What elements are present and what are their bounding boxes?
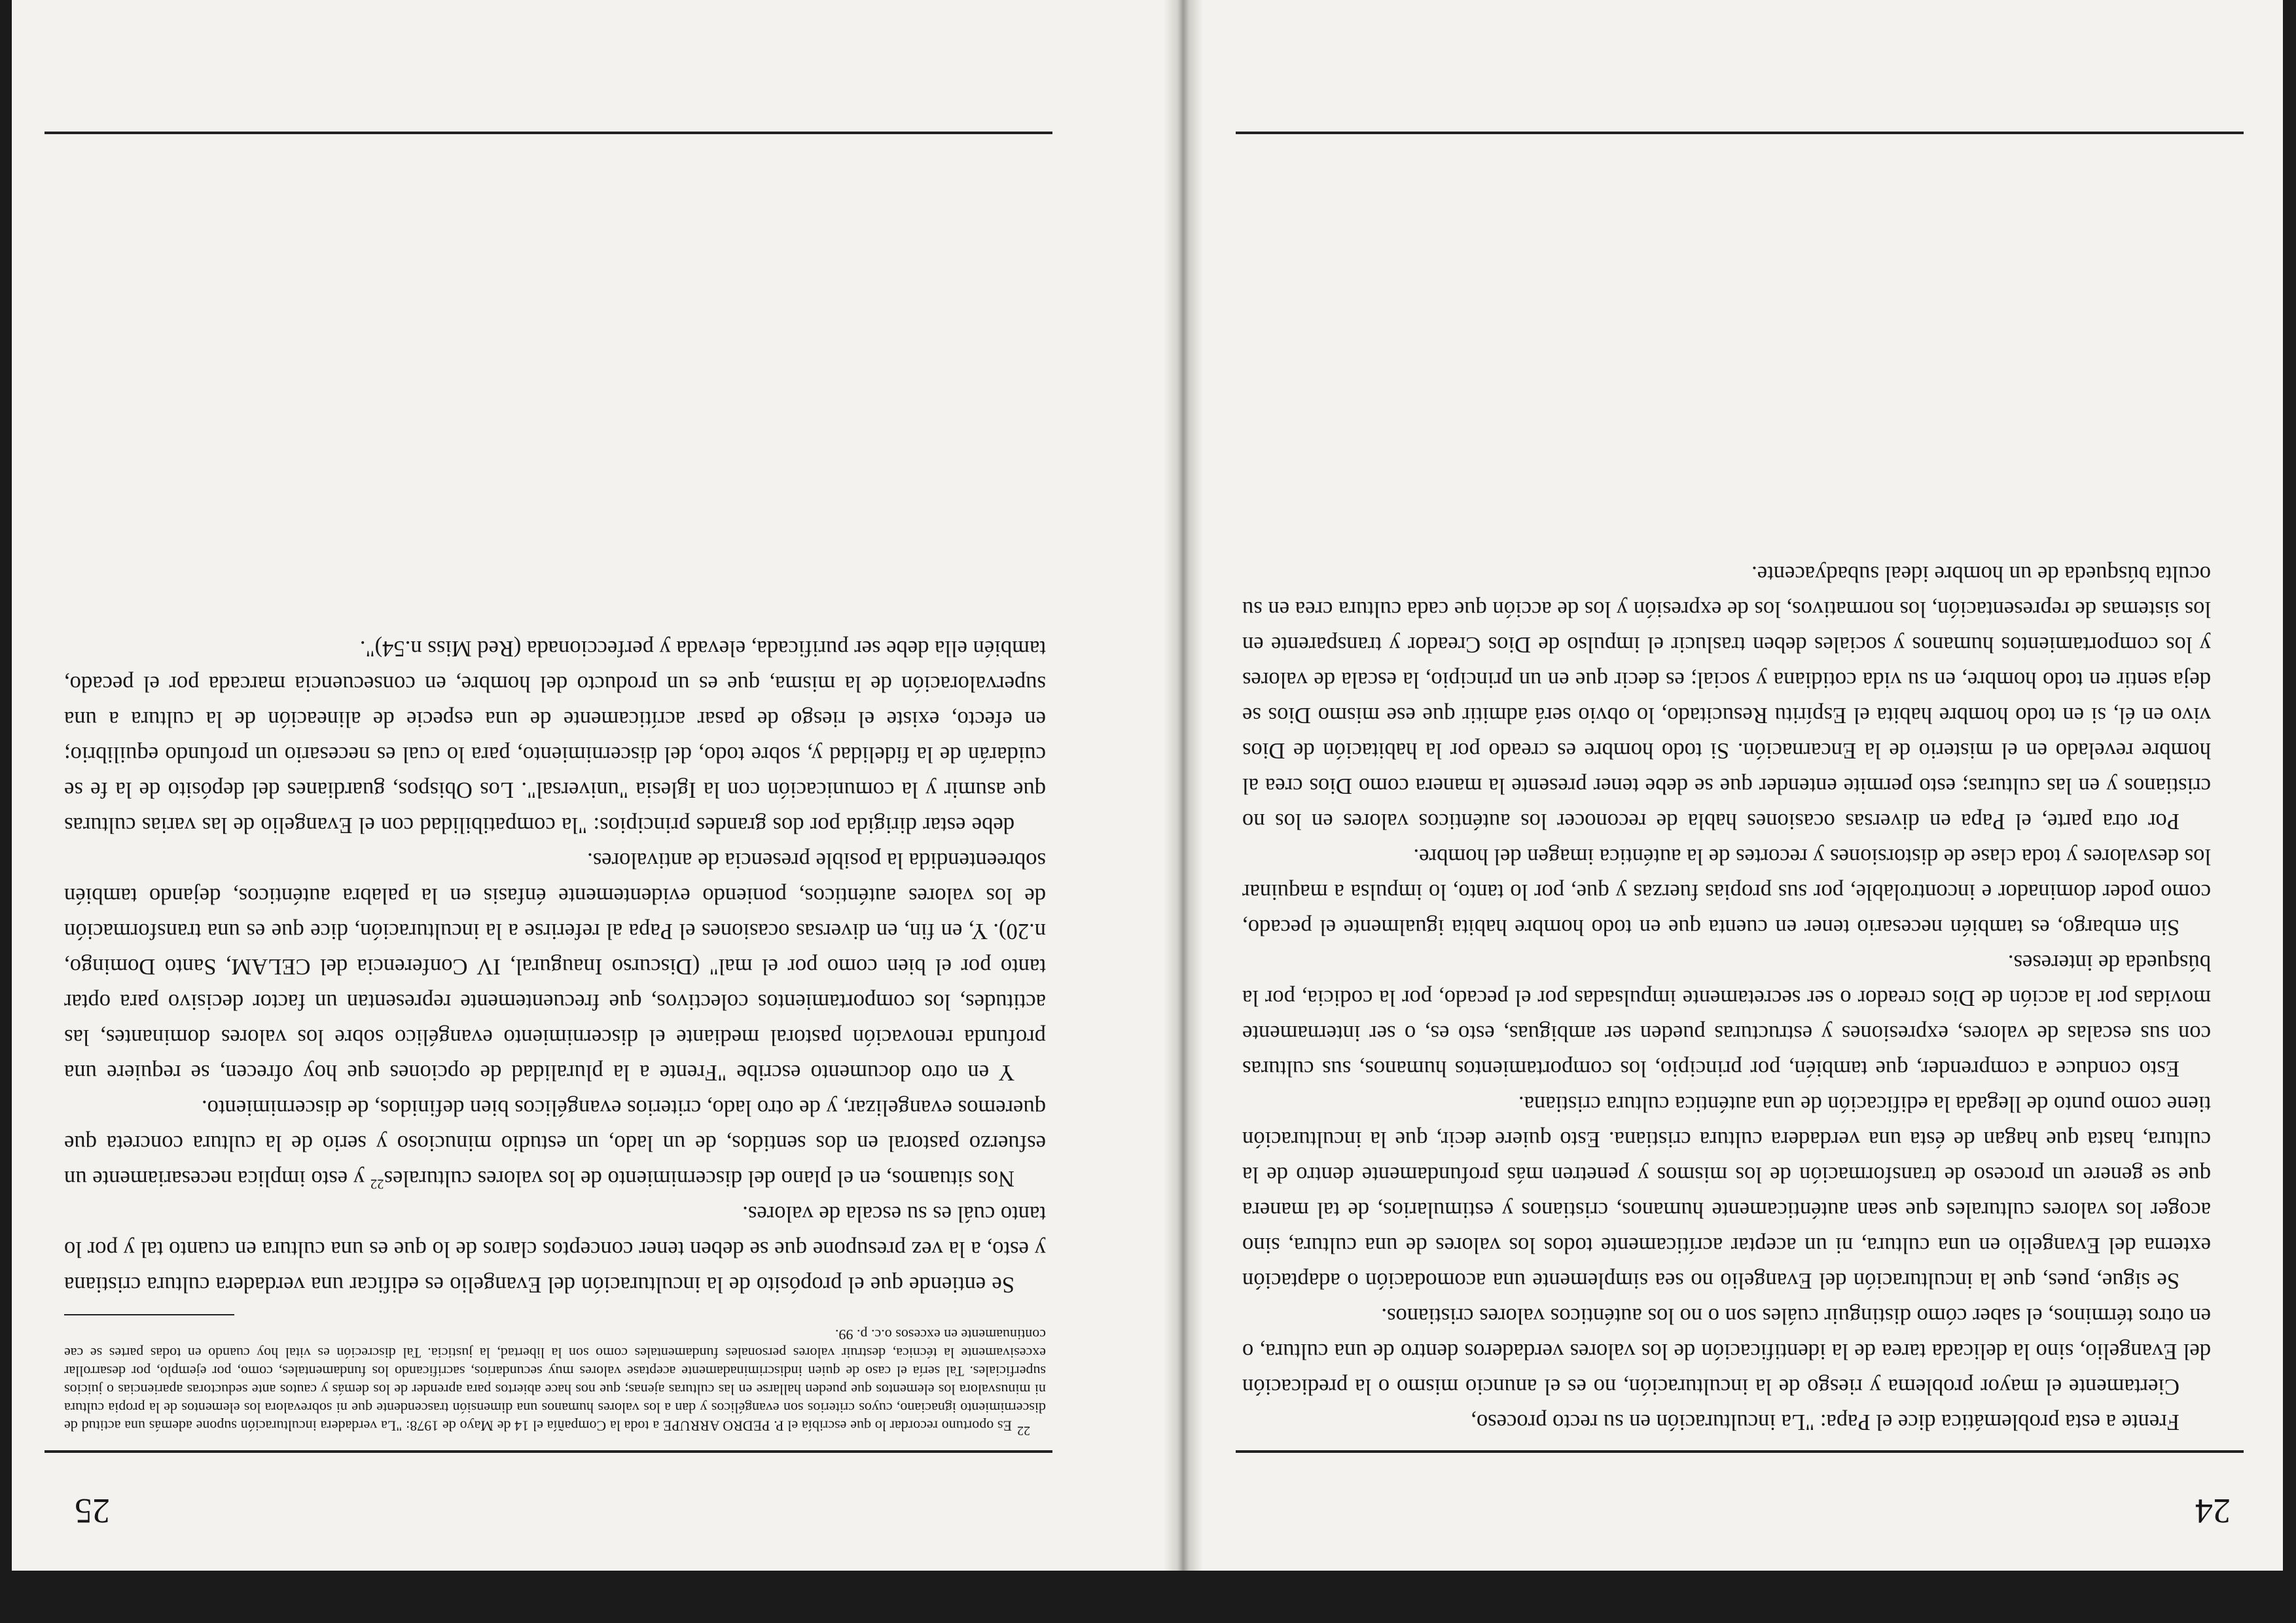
paragraph: Esto conduce a comprender, que también, por principio, los comportamientos humanos, sus culturas con sus escalas de valores, expresiones y estructuras pueden ser ambiguas, esto es, o ser internamente movidas por la acción de Dios creador o ser secretamente impulsadas por el pecado, por la codicia, por la búsqueda de intereses. — [1242, 950, 2211, 1081]
paragraph-text: Nos situamos, en el plano del discernimiento de los valores culturales — [384, 1166, 1014, 1191]
paragraph: Y en otro documento escribe "Frente a la pluralidad de opciones que hoy ofrecen, se requiere una profunda renovación pastoral mediante el discernimiento evangélico sobre los valores dominantes, las actitudes, los comportamientos colectivos, que frecuentemente representan un factor decisivo para optar tanto por el bien como por el mal" (Discurso Inaugural, IV Conferencia del CELAM, Santo Domingo, n.20). Y, en fin, en diversas ocasiones el Papa al referirse a la inculturación, dice que es una transformación de los valores auténticos, poniendo evidentemente énfasis en la palabra auténticos, dejando también sobreentendida la posible presencia de antivalores. — [64, 848, 1046, 1085]
body-text — [64, 631, 1046, 1302]
footnote — [64, 1325, 1046, 1440]
paragraph: debe estar dirigida por dos grandes principios: "la compatibilidad con el Evangelio de las varias culturas que asumir y la comunicación con la Iglesia "universal". Los Obispos, guardianes del depósito de la fe se cuidarán de la fidelidad y, sobre todo, del discernimiento, para lo cual es necesario un profundo equilibrio; en efecto, existe el riesgo de pasar acríticamente de una especie de alineación de la cultura a una supervaloración de la misma, que es un producto del hombre, en consecuencia marcada por el pecado, también ella debe ser purificada, elevada y perfeccionada (Red Miss n.54)". — [64, 636, 1046, 838]
page-number: 24 — [2195, 1491, 2231, 1531]
footnote-text: Es oportuno recordar lo que escribía el P. PEDRO ARRUPE a toda la Compañía el 14 de Mayo de 1978: "La verdadera inculturación supone además una actitud de discernimiento ignaciano, cuyos criterios son evangélicos y dan a los valores humanos una dimensión trascendente que ni sobrevalora los elementos de la propia cultura ni minusvalora los elementos que pueden hallarse en las culturas ajenas; que nos hace abiertos para aprender de los demás y cautos ante seductoras apariencias o juicios superficiales. Tal sería el caso de quien indiscriminadamente aceptase valores muy secundarios, sacrificando los fundamentales, como, por ejemplo, por desarrollar excesivamente la técnica, destruir valores personales fundamentales como son la libertad, la justicia. Tal discreción es vital hoy cuando en todas partes se cae continuamente en excesos o.c. p. 99. — [64, 1326, 1046, 1435]
paragraph: Frente a esta problemática dice el Papa: "La inculturación en su recto proceso, — [1471, 1410, 2179, 1435]
paragraph: Por otra parte, el Papa en diversas ocasiones habla de reconocer los auténticos valores en los no cristianos y en las culturas; esto permite entender que se debe tener presente la manera como Dios crea al hombre revelado en el misterio de la Encarnación. Si todo hombre es creado por la habitación de Dios vivo en él, si en todo hombre habita el Espíritu Resucitado, lo obvio será admitir que ese mismo Dios se deja sentir en todo hombre, en su vida cotidiana y social; es decir que en un principio, la escala de valores y los comportamientos humanos y sociales deben traslucir el impulso de Dios Creador y transparente en los sistemas de representación, los normativos, los de expresión y los de acción que cada cultura crea en su oculta búsqueda de un hombre ideal subadyacente. — [1242, 562, 2211, 834]
footnote-separator — [64, 1314, 234, 1315]
page-24 — [1203, 0, 2283, 1571]
paragraph — [64, 1090, 1046, 1196]
footnote-reference: 22 — [370, 1176, 384, 1191]
footer-rule — [45, 132, 1052, 134]
footnote-number: 22 — [1017, 1423, 1030, 1438]
paragraph: Sin embargo, es también necesario tener en cuenta que en todo hombre habita igualmente el pecado, como poder dominador e incontrolable, por sus propias fuerzas y que, por lo tanto, lo impulsa a maquinar los desvalores y toda clase de distorsiones y recortes de la auténtica imagen del hombre. — [1242, 844, 2211, 940]
header-rule — [1236, 1450, 2244, 1453]
book-gutter — [1164, 0, 1203, 1571]
page-number: 25 — [75, 1491, 110, 1531]
page-25 — [12, 0, 1164, 1571]
paragraph: Se sigue, pues, que la inculturación del Evangelio no sea simplemente una acomodación o adaptación externa del Evangelio en una cultura, ni un aceptar acríticamente todos los valores de una cultura, sino acoger los valores culturales que sean auténticamente humanos, cristianos y estimularios, de tal manera que se genere un proceso de transformación de los mismos y penetren más profundamente dentro de la cultura, hasta que hagan de ésta una verdadera cultura cristiana. Esto quiere decir, que la inculturación tiene como punto de llegada la edificación de una auténtica cultura cristiana. — [1242, 1092, 2211, 1293]
footer-rule — [1236, 132, 2244, 134]
body-text — [1242, 556, 2211, 1440]
header-rule — [45, 1450, 1052, 1453]
paragraph: Se entiende que el propósito de la inculturación del Evangelio es edificar una verdadera cultura cristiana y esto, a la vez presupone que se deben tener conceptos claros de lo que es una cultura en cuanto tal y por lo tanto cuál es su escala de valores. — [64, 1202, 1046, 1297]
paragraph: Ciertamente el mayor problema y riesgo de la inculturación, no es el anuncio mismo o la predicación del Evangelio, sino la delicada tarea de la identificación de los valores verdaderos dentro de una cultura, o en otros términos, el saber cómo distinguir cuáles son o no los auténticos valores cristianos. — [1242, 1304, 2211, 1399]
paragraph-text: y esto implica necesariamente un esfuerzo pastoral en dos sentidos, de un lado, un estudio minucioso y serio de la cultura concreta que queremos evangelizar, y de otro lado, criterios evangélicos bien definidos, de discernimiento. — [64, 1096, 1046, 1191]
